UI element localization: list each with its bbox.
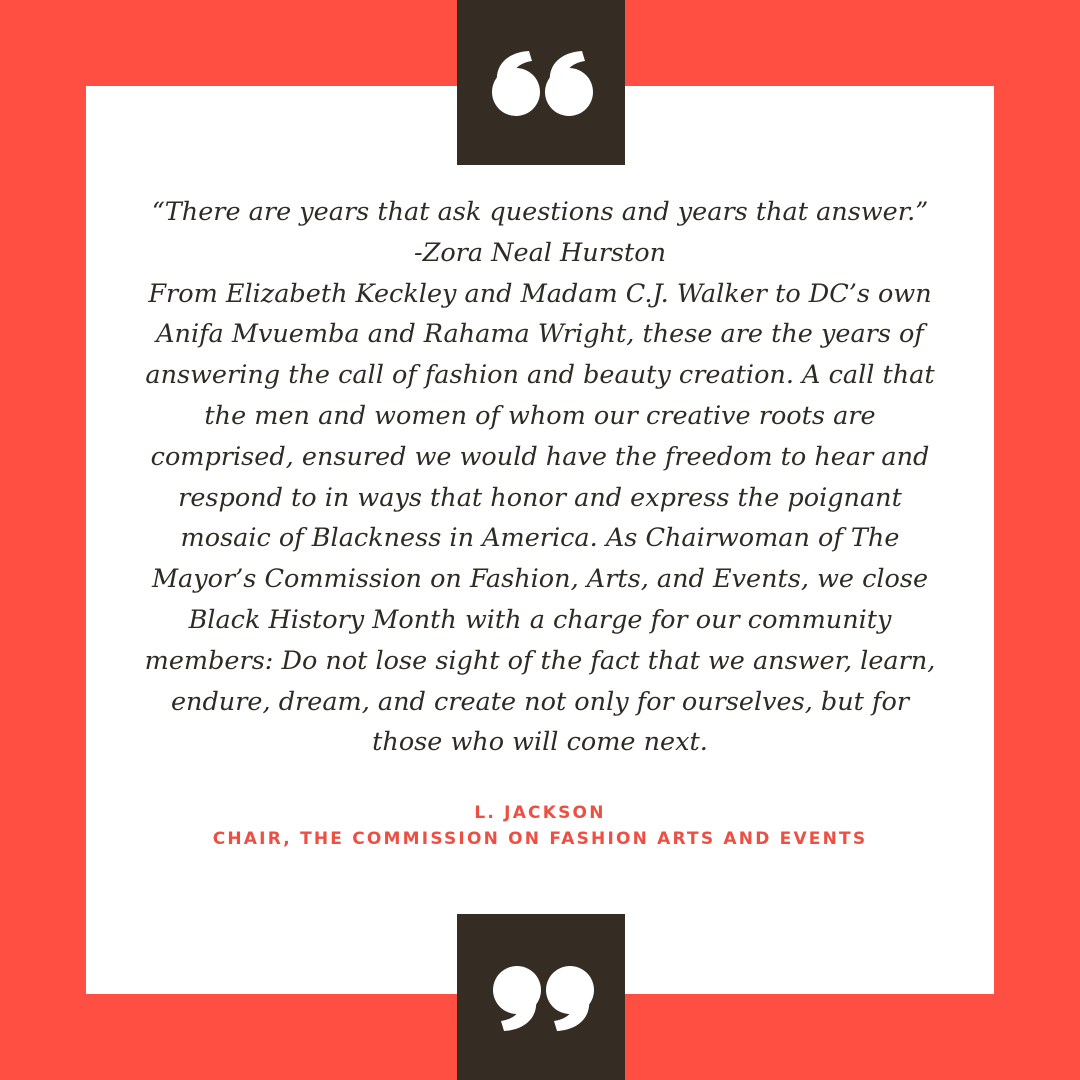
quote-line: mosaic of Blackness in America. As Chairwoman of The <box>180 523 900 554</box>
quote-line: Black History Month with a charge for our community <box>188 604 892 635</box>
quote-line: the men and women of whom our creative roots are <box>204 400 876 431</box>
quote-line: Mayor’s Commission on Fashion, Arts, and Events, we close <box>151 564 929 595</box>
quote-line: “There are years that ask questions and years that answer.” <box>151 197 929 227</box>
quote-line: members: Do not lose sight of the fact that we answer, learn, <box>144 645 936 676</box>
quote-line: comprised, ensured we would have the freedom to hear and <box>150 441 930 472</box>
attribution-name: L. JACKSON <box>474 803 606 823</box>
quote-author-line: -Zora Neal Hurston <box>413 237 666 268</box>
quote-body <box>120 192 960 763</box>
attribution <box>120 800 960 852</box>
closing-quote-block <box>457 914 625 1080</box>
quote-line: answering the call of fashion and beauty creation. A call that <box>145 360 935 391</box>
quote-line: those who will come next. <box>372 727 708 758</box>
quote-line: endure, dream, and create not only for ourselves, but for <box>170 686 910 717</box>
opening-quote-block <box>457 0 625 165</box>
quote-line: Anifa Mvuemba and Rahama Wright, these are the years of <box>156 319 924 350</box>
closing-quote-icon <box>457 914 625 1080</box>
opening-quote-icon <box>457 0 625 165</box>
quote-line: From Elizabeth Keckley and Madam C.J. Walker to DC’s own <box>148 278 932 309</box>
attribution-title: CHAIR, THE COMMISSION ON FASHION ARTS AND EVENTS <box>212 829 868 849</box>
quote-line: respond to in ways that honor and express the poignant <box>178 482 902 513</box>
